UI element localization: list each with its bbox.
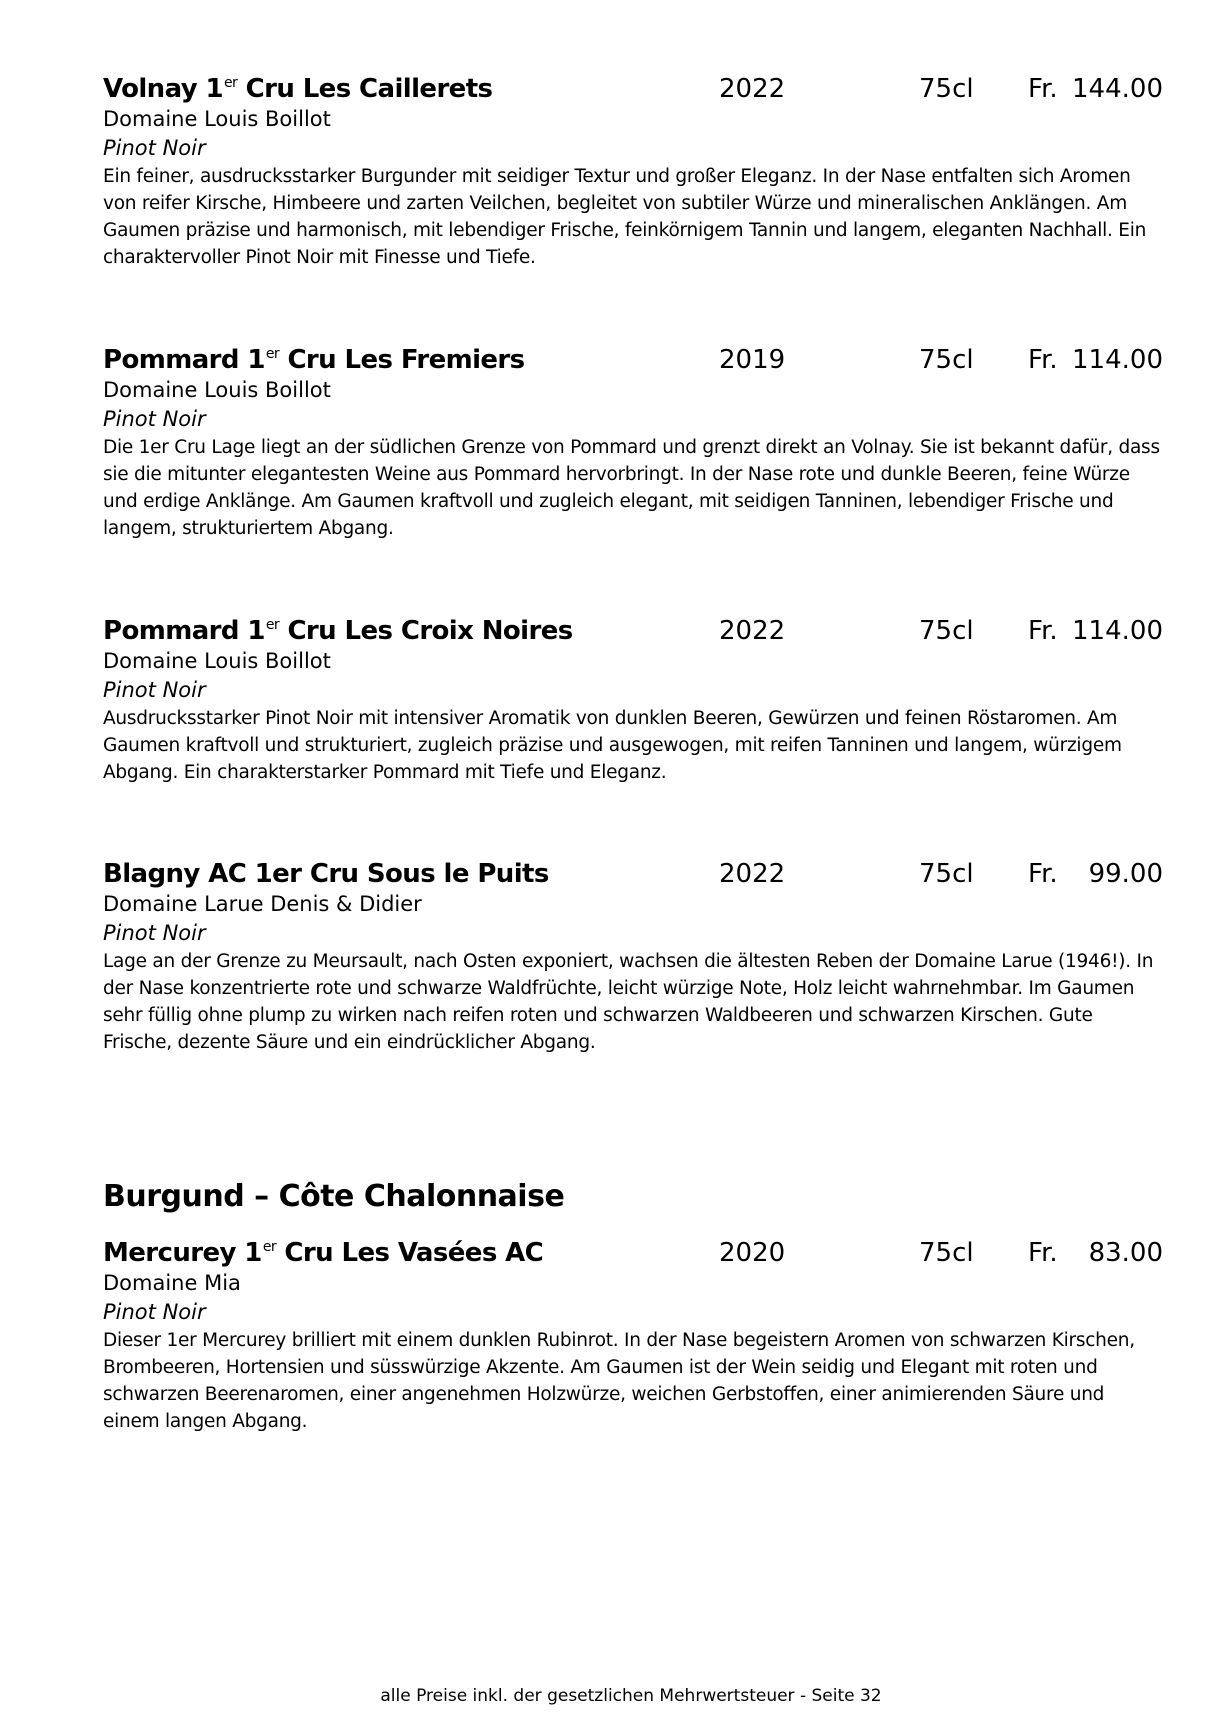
price-currency: Fr. — [1028, 345, 1058, 375]
wine-description: Ausdrucksstarker Pinot Noir mit intensiver Aromatik von dunklen Beeren, Gewürzen und feinen Röstaromen. Am Gaumen kraftvoll und strukturiert, zugleich präzise und ausgewogen, mit reifen Tanninen und langem, würzigem Abgang. Ein charakterstarker Pommard mit Tiefe und Eleganz. — [103, 708, 1122, 783]
price-currency: Fr. — [1028, 859, 1058, 889]
wine-producer: Domaine Louis Boillot — [103, 378, 331, 402]
wine-vintage: 2022 — [719, 74, 786, 104]
wine-entry — [103, 1235, 1163, 1435]
bottle-size: 75cl — [919, 74, 974, 104]
wine-vintage: 2022 — [719, 859, 786, 889]
price-amount: 144.00 — [1072, 74, 1163, 104]
section-heading: Burgund – Côte Chalonnaise — [103, 1179, 565, 1214]
price-currency: Fr. — [1028, 74, 1058, 104]
wine-vintage: 2019 — [719, 345, 786, 375]
wine-description: Lage an der Grenze zu Meursault, nach Osten exponiert, wachsen die ältesten Reben der Domaine Larue (1946!). In der Nase konzentrierte rote und schwarze Waldfrüchte, leicht würzige Note, Holz leicht wahrnehmbar. Im Gaumen sehr füllig ohne plump zu wirken nach reifen roten und schwarzen Waldbeeren und schwarzen Kirschen. Gute Frische, dezente Säure und ein eindrücklicher Abgang. — [103, 951, 1154, 1053]
bottle-size: 75cl — [919, 345, 974, 375]
wine-description: Dieser 1er Mercurey brilliert mit einem dunklen Rubinrot. In der Nase begeistern Aromen von schwarzen Kirschen, Brombeeren, Hortensien und süsswürzige Akzente. Am Gaumen ist der Wein seidig und Elegant mit roten und schwarzen Beerenaromen, einer angenehmen Holzwürze, weichen Gerbstoffen, einer animierenden Säure und einem langen Abgang. — [103, 1330, 1135, 1432]
wine-name: Pommard 1er Cru Les Fremiers — [103, 345, 525, 375]
grape-variety: Pinot Noir — [103, 407, 206, 431]
wine-description: Ein feiner, ausdrucksstarker Burgunder mit seidiger Textur und großer Eleganz. In der Nase entfalten sich Aromen von reifer Kirsche, Himbeere und zarten Veilchen, begleitet von subtiler Würze und mineralischen Anklängen. Am Gaumen präzise und harmonisch, mit lebendiger Frische, feinkörnigem Tannin und langem, eleganten Nachhall. Ein charaktervoller Pinot Noir mit Finesse und Tiefe. — [103, 166, 1147, 268]
wine-vintage: 2022 — [719, 616, 786, 646]
bottle-size: 75cl — [919, 1238, 974, 1268]
wine-header — [103, 71, 1163, 107]
grape-variety: Pinot Noir — [103, 136, 206, 160]
wine-entry — [103, 71, 1163, 271]
page-footer: alle Preise inkl. der gesetzlichen Mehrwertsteuer - Seite 32 — [380, 1686, 882, 1706]
price-currency: Fr. — [1028, 616, 1058, 646]
wine-name: Volnay 1er Cru Les Caillerets — [103, 74, 493, 104]
price-currency: Fr. — [1028, 1238, 1058, 1268]
wine-vintage: 2020 — [719, 1238, 786, 1268]
wine-producer: Domaine Louis Boillot — [103, 649, 331, 673]
wine-header — [103, 1235, 1163, 1271]
wine-entry — [103, 342, 1163, 542]
wine-header — [103, 856, 1163, 892]
wine-entry — [103, 856, 1163, 1056]
wine-name: Blagny AC 1er Cru Sous le Puits — [103, 859, 549, 889]
wine-header — [103, 613, 1163, 649]
bottle-size: 75cl — [919, 859, 974, 889]
wine-header — [103, 342, 1163, 378]
price-amount: 114.00 — [1072, 345, 1163, 375]
grape-variety: Pinot Noir — [103, 921, 206, 945]
wine-producer: Domaine Larue Denis & Didier — [103, 892, 422, 916]
bottle-size: 75cl — [919, 616, 974, 646]
grape-variety: Pinot Noir — [103, 678, 206, 702]
wine-producer: Domaine Louis Boillot — [103, 107, 331, 131]
price-amount: 83.00 — [1088, 1238, 1163, 1268]
wine-name: Mercurey 1er Cru Les Vasées AC — [103, 1238, 544, 1268]
wine-name: Pommard 1er Cru Les Croix Noires — [103, 616, 573, 646]
grape-variety: Pinot Noir — [103, 1300, 206, 1324]
wine-description: Die 1er Cru Lage liegt an der südlichen Grenze von Pommard und grenzt direkt an Volnay. Sie ist bekannt dafür, dass sie die mitunter elegantesten Weine aus Pommard hervorbringt. In der Nase rote und dunkle Beeren, feine Würze und erdige Anklänge. Am Gaumen kraftvoll und zugleich elegant, mit seidigen Tanninen, lebendiger Frische und langem, strukturiertem Abgang. — [103, 437, 1160, 539]
price-amount: 114.00 — [1072, 616, 1163, 646]
price-amount: 99.00 — [1088, 859, 1163, 889]
wine-producer: Domaine Mia — [103, 1271, 241, 1295]
wine-entry — [103, 613, 1163, 786]
